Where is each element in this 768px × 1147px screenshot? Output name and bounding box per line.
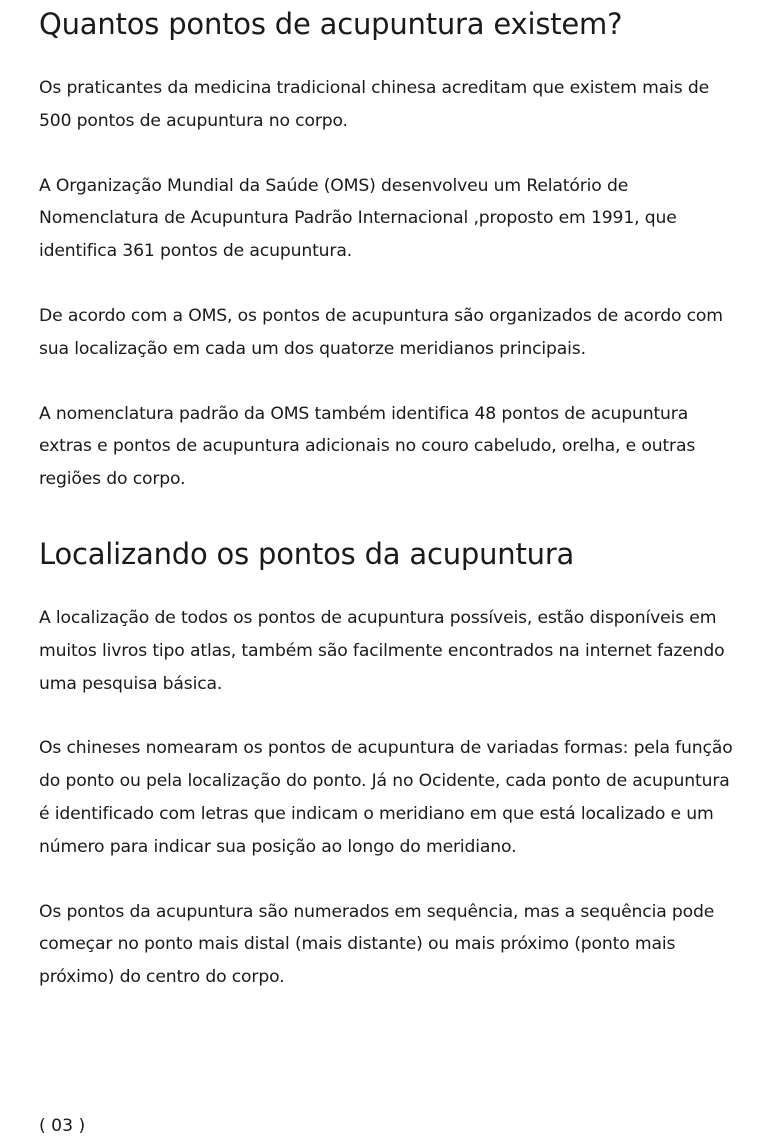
- paragraph: A nomenclatura padrão da OMS também identifica 48 pontos de acupuntura extras e pontos de acupuntura adicionais no couro cabeludo, orelha, e outras regiões do corpo.: [39, 403, 696, 490]
- paragraph: Os pontos da acupuntura são numerados em sequência, mas a sequência pode começar no ponto mais distal (mais distante) ou mais próximo (ponto mais próximo) do centro do corpo.: [39, 901, 715, 988]
- paragraph: A localização de todos os pontos de acupuntura possíveis, estão disponíveis em muitos livros tipo atlas, também são facilmente encontrados na internet fazendo uma pesquisa básica.: [39, 607, 725, 694]
- document-page: [39, 0, 744, 994]
- paragraph: De acordo com a OMS, os pontos de acupuntura são organizados de acordo com sua localização em cada um dos quatorze meridianos principais.: [39, 305, 723, 359]
- paragraph: A Organização Mundial da Saúde (OMS) desenvolveu um Relatório de Nomenclatura de Acupuntura Padrão Internacional ,proposto em 1991, que identifica 361 pontos de acupuntura.: [39, 175, 677, 262]
- paragraph: Os praticantes da medicina tradicional chinesa acreditam que existem mais de 500 pontos de acupuntura no corpo.: [39, 78, 710, 131]
- section-heading-locating-points: Localizando os pontos da acupuntura: [39, 536, 575, 571]
- paragraph: Os chineses nomearam os pontos de acupuntura de variadas formas: pela função do ponto ou pela localização do ponto. Já no Ocidente, cada ponto de acupuntura é identificado com letras que indicam o meridiano em que está localizado e um número para indicar sua posição ao longo do meridiano.: [39, 738, 733, 857]
- section-heading-acupuncture-points-count: Quantos pontos de acupuntura existem?: [39, 7, 623, 41]
- page-number: ( 03 ): [39, 1116, 86, 1136]
